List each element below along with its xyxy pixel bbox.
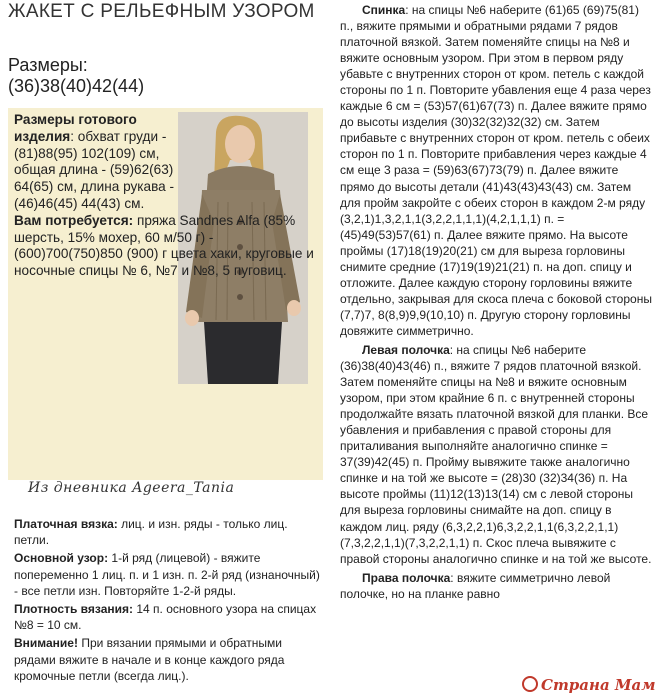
article-title: ЖАКЕТ С РЕЛЬЕФНЫМ УЗОРОМ (8, 1, 315, 22)
site-logo-icon (522, 676, 538, 692)
sizes-label: Размеры: (8, 55, 88, 75)
paragraph-right-front (340, 570, 652, 602)
left-column (14, 516, 320, 686)
text-main-pattern: 1-й ряд (лицевой) - вяжите попеременно 1 лиц. п. и 1 изн. п. 2-й ряд (изнаночный) - все петли изн. Повторяйте 1-2-й ряды. (14, 551, 320, 598)
finished-size-heading: Размеры готового изделия (14, 112, 137, 144)
paragraph-left-front (340, 342, 652, 567)
paragraph-main-pattern (14, 550, 320, 599)
text-attention: При вязании прямыми и обратными рядами вяжите в начале и в конце каждого ряда кромочные петли (всегда лиц.). (14, 636, 285, 683)
text-garter: лиц. и изн. ряды - только лиц. петли. (14, 517, 288, 548)
paragraph-back (340, 2, 652, 339)
sizes-block (8, 55, 208, 97)
materials-text: пряжа Sandnes Alfa (85% шерсть, 15% мохер, 60 м/50 г) - (600)700(750)850 (900) г цвета хаки, круговые и носочные спицы № 6, №7 и №8, 5 пуговиц. (14, 212, 314, 279)
heading-back: Спинка (362, 3, 406, 17)
paragraph-stitch-garter (14, 516, 320, 548)
diary-watermark: Из дневника Ageera_Tania (28, 480, 235, 496)
finished-size-text: : обхват груди - (81)88(95) 102(109) см, общая длина - (59)62(63) 64(65) см, длина рукава - (46)46(45) 44(43) см. (14, 128, 175, 211)
materials-paragraph (14, 213, 314, 280)
paragraph-attention (14, 635, 320, 684)
text-right-front: : вяжите симметрично левой полочке, но на планке равно (340, 570, 611, 601)
paragraph-gauge (14, 601, 320, 633)
specs-text (14, 112, 314, 280)
site-logo-text: Страна Мам (541, 676, 656, 694)
text-back: : на спицы №6 наберите (61)65 (69)75(81) п., вяжите прямыми и обратными рядами 7 рядов платочной вязкой. Затем поменяйте спицы на №8 и вяжите основным узором. При этом в первом ряду убавьте с внутренних сторон от кром. петель с каждой стороны по 1 п. Повторите убавления еще 4 раза через каждые 6 см = (53)57(61)67(73) п. Далее вяжите прямо до высоты изделия (30)32(32)32(32) см. Затем прибавьте с внутренних сторон от кром. петель с обеих сторон по 1 п. Повторите прибавления через каждые 4 см еще 3 раза = (59)63(67)73(79) п. Далее вяжите прямо до высоты детали (41)43(43)43(43) см. Затем для пройм закройте с обеих сторон в каждом 2-м ряду (3,2,1)1,3,2,1,1(3,2,2,1,1,1)(4,2,1,1,1) п. = (45)49(53)57(61) п. Далее вяжите прямо. На высоте проймы (17)18(19)20(21) см для выреза горловины снимите средние (17)19(19)21(21) п. на доп. спицу и отложите. Далее каждую сторону горловины вяжите отдельно, закрывая для скоса плеча с боковой стороны (7,7)7, 8(8,9)9,9(10,10) п. Другую сторону горловины довяжите симметрично. (340, 3, 652, 338)
heading-right-front: Права полочка (362, 570, 451, 585)
heading-gauge: Плотность вязания: (14, 602, 134, 617)
site-logo (522, 676, 655, 694)
heading-attention: Внимание! (14, 636, 78, 651)
heading-left-front: Левая полочка (362, 342, 450, 357)
text-gauge: 14 п. основного узора на спицах №8 = 10 см. (14, 602, 317, 633)
heading-garter: Платочная вязка: (14, 517, 118, 531)
text-left-front: : на спицы №6 наберите (36)38(40)43(46) п., вяжите 7 рядов платочной вязкой. Затем поменяйте спицы на №8 и вяжите основным узором, при этом крайние 6 п. с внутренней стороны продолжайте вязать платочной вязкой для планки. Все убавления и прибавления с правой стороны для приталивания выполняйте аналогично спинке = 37(39)42(45) п. Пройму вывяжите также аналогично спинке и на той же высоте = (28)30 (32)34(36) п. На высоте проймы (11)12(13)13(14) см с левой стороны для выреза горловины снимайте на доп. спицу в каждом лиц. ряду (6,3,2,2,1)6,3,2,2,1,1(6,3,2,2,1,1)(7,3,2,2,1,1)(7,3,2,2,1,1) п. Скос плеча вывяжите с правой стороны аналогично спинке и на той же высоте. (340, 342, 652, 566)
sizes-value: (36)38(40)42(44) (8, 76, 145, 96)
heading-main-pattern: Основной узор: (14, 551, 109, 566)
materials-heading: Вам потребуется: (14, 212, 134, 228)
finished-size-paragraph (14, 112, 176, 213)
right-column (340, 2, 652, 605)
